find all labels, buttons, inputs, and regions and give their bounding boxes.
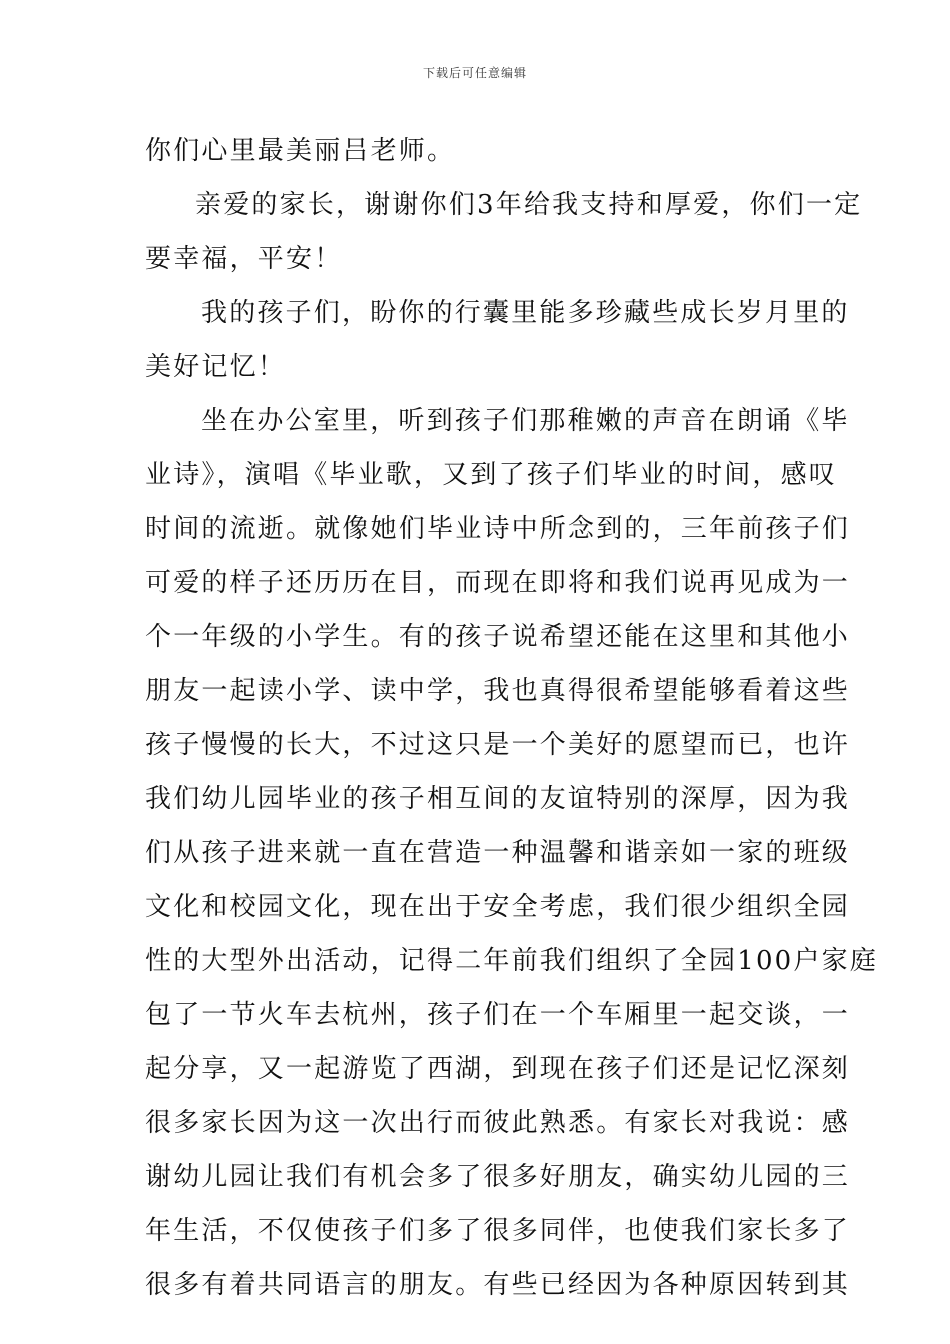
text-line-1: 你们心里最美丽吕老师。 [145,136,456,166]
text-line-2: 亲爱的家长，谢谢你们3年给我支持和厚爱，你们一定 [195,190,863,220]
text-line-12: 孩子慢慢的长大，不过这只是一个美好的愿望而已，也许 [145,730,851,760]
text-line-19: 很多家长因为这一次出行而彼此熟悉。有家长对我说：感 [145,1108,851,1138]
text-line-18: 起分享，又一起游览了西湖，到现在孩子们还是记忆深刻 [145,1054,851,1084]
page-header-note: 下载后可任意编辑 [422,66,527,80]
text-line-8: 时间的流逝。就像她们毕业诗中所念到的，三年前孩子们 [145,514,851,544]
text-line-15: 文化和校园文化，现在出于安全考虑，我们很少组织全园 [145,892,851,922]
text-line-14: 们从孩子进来就一直在营造一种温馨和谐亲如一家的班级 [145,838,851,868]
text-line-22: 很多有着共同语言的朋友。有些已经因为各种原因转到其 [145,1270,851,1300]
text-line-9: 可爱的样子还历历在目，而现在即将和我们说再见成为一 [145,568,851,598]
text-line-4: 我的孩子们，盼你的行囊里能多珍藏些成长岁月里的 [201,298,850,328]
text-line-20: 谢幼儿园让我们有机会多了很多好朋友，确实幼儿园的三 [145,1162,851,1192]
text-line-6: 坐在办公室里，听到孩子们那稚嫩的声音在朗诵《毕 [201,406,850,436]
text-line-17: 包了一节火车去杭州，孩子们在一个车厢里一起交谈，一 [145,1000,851,1030]
text-line-10: 个一年级的小学生。有的孩子说希望还能在这里和其他小 [145,622,851,652]
text-line-13: 我们幼儿园毕业的孩子相互间的友谊特别的深厚，因为我 [145,784,851,814]
text-line-3: 要幸福，平安！ [145,244,343,274]
text-line-21: 年生活，不仅使孩子们多了很多同伴，也使我们家长多了 [145,1216,851,1246]
document-body [145,124,879,1312]
text-line-7: 业诗》，演唱《毕业歌，又到了孩子们毕业的时间，感叹 [145,460,838,490]
text-line-11: 朋友一起读小学、读中学，我也真得很希望能够看着这些 [145,676,851,706]
text-line-5: 美好记忆！ [145,352,287,382]
text-line-16: 性的大型外出活动，记得二年前我们组织了全园100户家庭 [145,946,879,976]
